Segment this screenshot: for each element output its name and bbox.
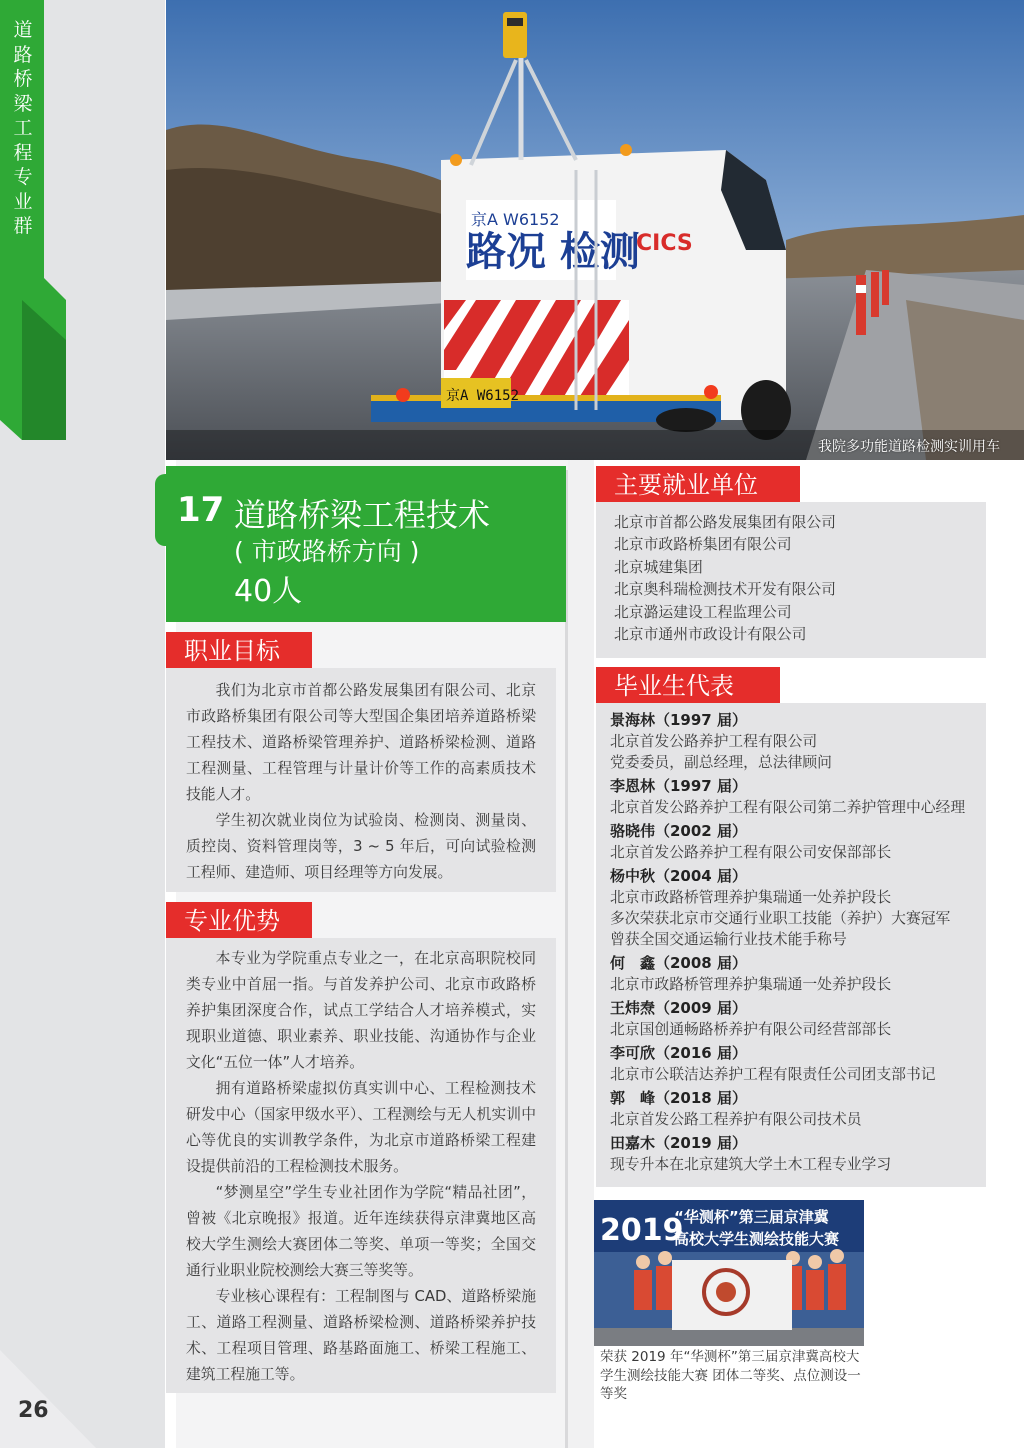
- alumni-name: 郭 峰（2018 届）: [610, 1089, 747, 1107]
- alumni-detail: 党委委员，副总经理，总法律顾问: [610, 754, 832, 771]
- award-banner-text-2: 高校大学生测绘技能大赛: [674, 1230, 840, 1248]
- employer-item: 北京城建集团: [614, 558, 703, 576]
- van-top-plate: 京A W6152: [471, 210, 560, 229]
- alumni-detail: 曾获全国交通运输行业技术能手称号: [610, 931, 847, 948]
- alumni-detail: 北京首发公路养护工程有限公司: [610, 733, 818, 750]
- alumni-detail: 北京市政路桥管理养护集瑞通一处养护段长: [610, 976, 892, 993]
- alumni-entry: [610, 997, 976, 1040]
- side-label: 道路桥梁工程专业群: [13, 19, 33, 237]
- alumni-detail: 北京国创通畅路桥养护有限公司经营部部长: [610, 1021, 892, 1038]
- alumni-entry: [610, 1087, 976, 1130]
- employer-item: 北京市通州市政设计有限公司: [614, 626, 807, 644]
- alumni-entry: [610, 775, 976, 818]
- enrollment-count: 40人: [234, 574, 303, 609]
- employers-box: [596, 502, 986, 658]
- career-paragraph: 学生初次就业岗位为试验岗、检测岗、测量岗、质控岗、资料管理岗等，3 ~ 5 年后，可向试验检测工程师、建造师、项目经理等方向发展。: [186, 812, 536, 881]
- van-text: 路况 检测: [466, 229, 640, 275]
- program-title: 道路桥梁工程技术: [234, 496, 491, 534]
- alumni-box: [596, 703, 986, 1187]
- advantage-paragraph: 专业核心课程有：工程制图与 CAD、道路桥梁施工、道路工程测量、道路桥梁检测、道路桥梁养护技术、工程项目管理、路基路面施工、桥梁工程施工、建筑工程施工等。: [186, 1288, 536, 1383]
- alumni-entry: [610, 1132, 976, 1175]
- employer-item: 北京市首都公路发展集团有限公司: [614, 514, 836, 531]
- advantage-paragraph: “梦测星空”学生专业社团作为学院“精品社团”，曾被《北京晚报》报道。近年连续获得京津冀地区高校大学生测绘大赛团体二等奖、单项一等奖；全国交通行业职业院校测绘大赛三等奖等。: [186, 1184, 536, 1279]
- alumni-detail: 北京市公联洁达养护工程有限责任公司团支部书记: [610, 1066, 936, 1083]
- program-number: 17: [177, 490, 225, 530]
- alumni-name: 何 鑫（2008 届）: [610, 954, 747, 972]
- van-logo: CICS: [636, 231, 693, 256]
- license-plate: 京A W6152: [446, 388, 520, 404]
- career-goal-box: [166, 668, 556, 892]
- employer-item: 北京潞运建设工程监理公司: [614, 603, 792, 621]
- career-paragraph: 我们为北京市首都公路发展集团有限公司、北京市政路桥集团有限公司等大型国企集团培养道路桥梁工程技术、道路桥梁管理养护、道路桥梁检测、道路工程测量、工程管理与计量计价等工作的高素质技术技能人才。: [186, 682, 536, 803]
- alumni-name: 骆晓伟（2002 届）: [610, 822, 747, 840]
- alumni-detail: 多次荣获北京市交通行业职工技能（养护）大赛冠军: [610, 910, 951, 927]
- advantage-paragraph: 拥有道路桥梁虚拟仿真实训中心、工程检测技术研发中心（国家甲级水平）、工程测绘与无人机实训中心等优良的实训教学条件，为北京市道路桥梁工程建设提供前沿的工程检测技术服务。: [186, 1080, 536, 1175]
- alumni-detail: 现专升本在北京建筑大学土木工程专业学习: [610, 1156, 892, 1173]
- award-caption: 荣获 2019 年“华测杯”第三届京津冀高校大学生测绘技能大赛 团体二等奖、点位测设一等奖: [600, 1349, 861, 1402]
- alumni-name: 杨中秋（2004 届）: [610, 867, 747, 885]
- program-subtitle: ( 市政路桥方向 ): [234, 537, 420, 566]
- employers-heading: 主要就业单位: [596, 466, 800, 504]
- alumni-name: 景海林（1997 届）: [610, 711, 747, 729]
- alumni-name: 王炜焘（2009 届）: [610, 999, 747, 1017]
- employer-item: 北京奥科瑞检测技术开发有限公司: [614, 581, 836, 599]
- alumni-detail: 北京首发公路养护工程有限公司第二养护管理中心经理: [610, 799, 966, 816]
- career-goal-heading: 职业目标: [166, 632, 312, 670]
- alumni-name: 李可欣（2016 届）: [610, 1044, 747, 1062]
- advantage-paragraph: 本专业为学院重点专业之一，在北京高职院校同类专业中首屈一指。与首发养护公司、北京市政路桥养护集团深度合作，试点工学结合人才培养模式，实现职业道德、职业素养、职业技能、沟通协作与企业文化“五位一体”人才培养。: [186, 950, 536, 1071]
- award-banner-year: 2019: [600, 1213, 684, 1248]
- alumni-entry: [610, 952, 976, 995]
- award-banner-text: “华测杯”第三届京津冀: [674, 1208, 829, 1226]
- page-number: 26: [18, 1398, 49, 1423]
- alumni-entry: [610, 1042, 976, 1085]
- hero-photo: [166, 0, 1024, 460]
- advantage-box: [166, 938, 556, 1393]
- alumni-entry: [610, 865, 976, 950]
- award-photo: [594, 1200, 864, 1346]
- advantage-heading: 专业优势: [166, 902, 312, 940]
- alumni-name: 李恩林（1997 届）: [610, 777, 747, 795]
- employer-item: 北京市政路桥集团有限公司: [614, 536, 792, 554]
- alumni-detail: 北京首发公路养护工程有限公司安保部部长: [610, 844, 892, 861]
- hero-caption: 我院多功能道路检测实训用车: [818, 439, 1000, 455]
- right-column-gutter: [568, 460, 594, 1448]
- alumni-heading: 毕业生代表: [596, 667, 780, 705]
- alumni-entry: [610, 820, 976, 863]
- alumni-name: 田嘉木（2019 届）: [610, 1134, 747, 1152]
- alumni-detail: 北京市政路桥管理养护集瑞通一处养护段长: [610, 889, 892, 906]
- alumni-detail: 北京首发公路工程养护有限公司技术员: [610, 1111, 862, 1128]
- program-number-badge: [155, 474, 227, 546]
- alumni-entry: [610, 709, 976, 773]
